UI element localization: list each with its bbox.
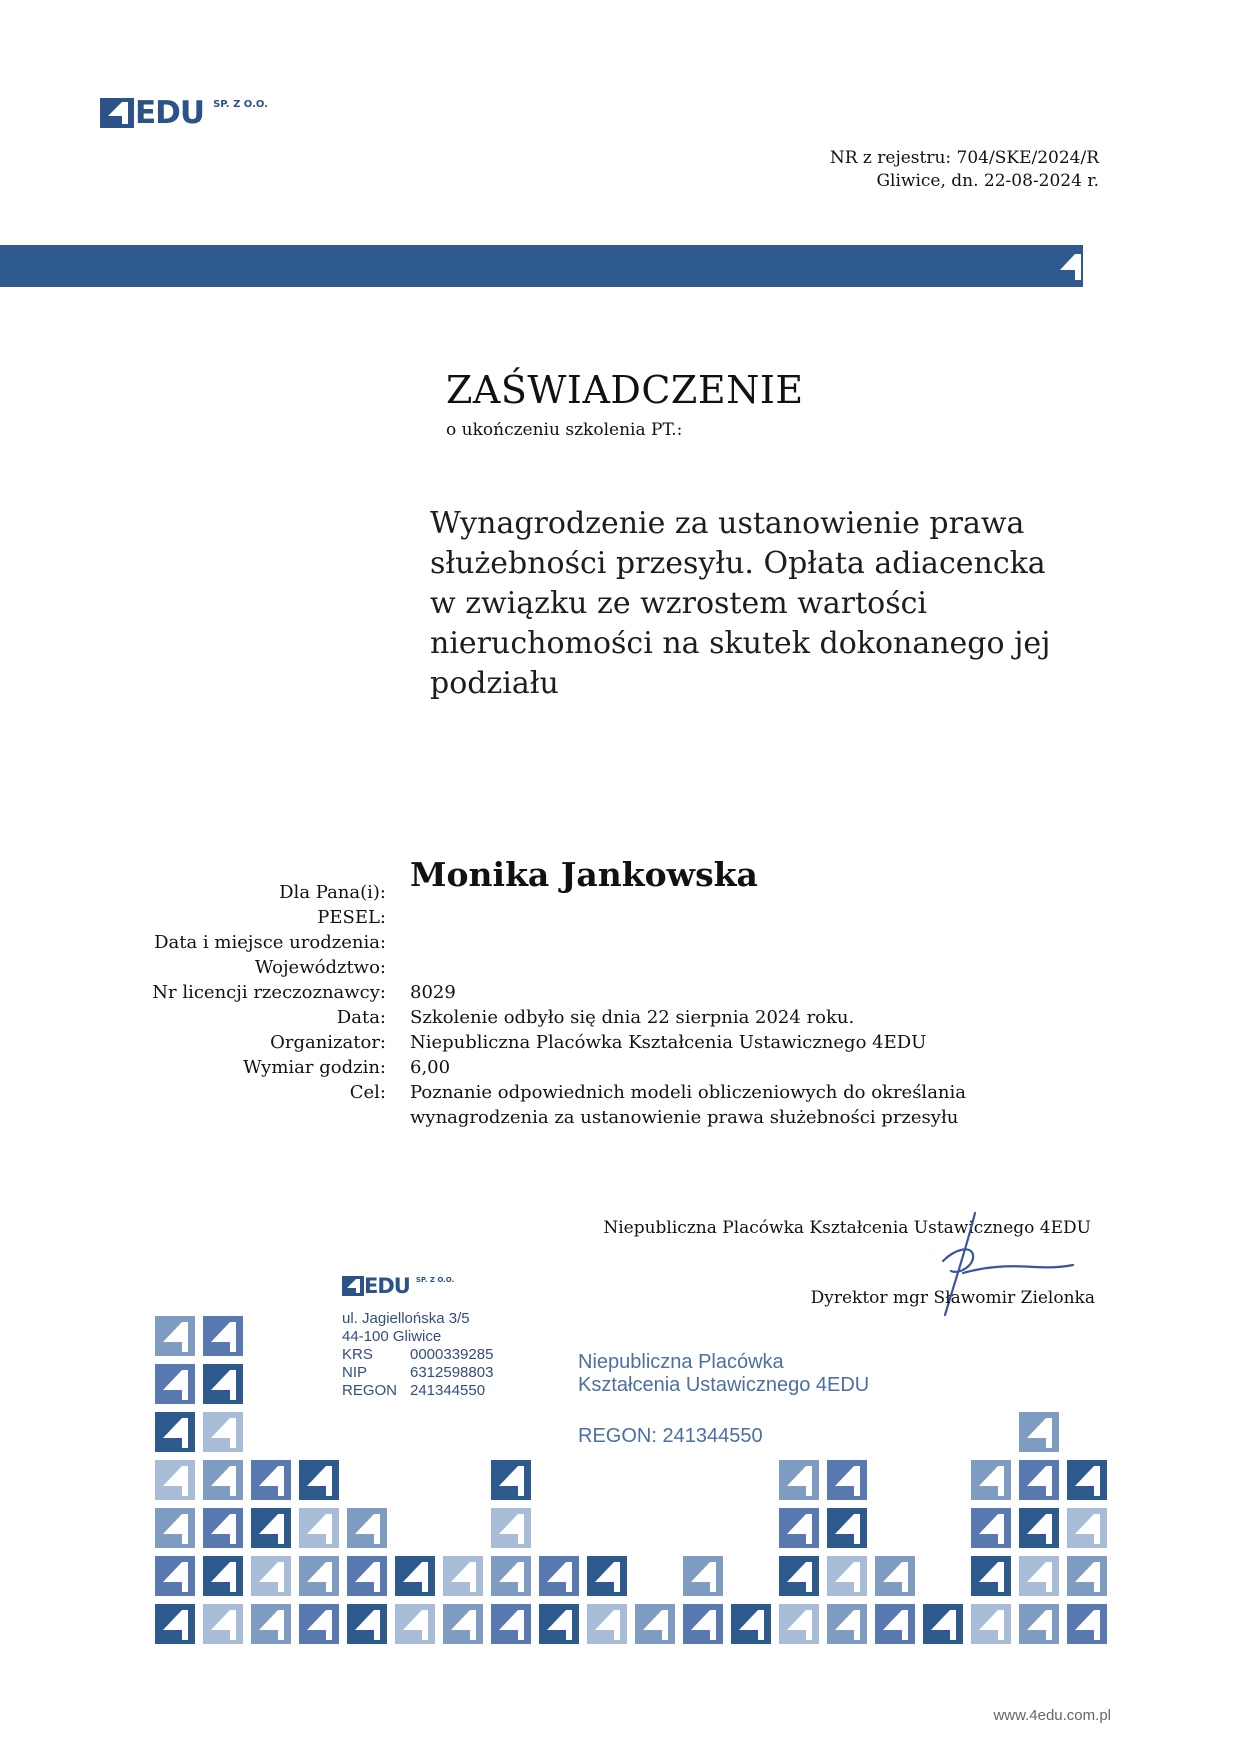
stamp-four-icon — [342, 1276, 364, 1296]
course-line: w związku ze wzrostem wartości — [430, 586, 928, 621]
certificate-subtitle: o ukończeniu szkolenia PT.: — [446, 420, 683, 440]
goal-value-line: wynagrodzenia za ustanowienie prawa służebności przesyłu — [410, 1107, 959, 1128]
organizer-label: Organizator: — [270, 1032, 386, 1053]
pattern-block — [251, 1556, 291, 1596]
pattern-block — [1067, 1460, 1107, 1500]
pattern-block — [539, 1604, 579, 1644]
goal-label: Cel: — [349, 1082, 386, 1103]
registry-block — [830, 147, 1099, 193]
pattern-block — [203, 1604, 243, 1644]
pattern-block — [539, 1556, 579, 1596]
pattern-block — [875, 1604, 915, 1644]
pattern-block — [587, 1604, 627, 1644]
pattern-block — [443, 1556, 483, 1596]
field-values — [410, 880, 1150, 1130]
pattern-block — [395, 1604, 435, 1644]
course-line: Wynagrodzenie za ustanowienie prawa — [430, 506, 1025, 541]
pattern-block — [635, 1604, 675, 1644]
license-value: 8029 — [410, 982, 456, 1003]
pattern-block — [779, 1604, 819, 1644]
pattern-block — [971, 1604, 1011, 1644]
stamp-logo-suffix: SP. Z O.O. — [415, 1276, 455, 1284]
logo-suffix: SP. Z O.O. — [213, 99, 268, 110]
birth-label: Data i miejsce urodzenia: — [154, 932, 386, 953]
four-logo-icon — [100, 98, 134, 128]
pattern-block — [491, 1604, 531, 1644]
pattern-block — [1019, 1508, 1059, 1548]
stamp-street: ul. Jagiellońska 3/5 — [342, 1310, 470, 1327]
director-name: Dyrektor mgr Sławomir Zielonka — [810, 1288, 1095, 1308]
pattern-block — [395, 1556, 435, 1596]
pattern-block — [443, 1604, 483, 1644]
pesel-label: PESEL: — [317, 907, 386, 928]
pattern-block — [203, 1556, 243, 1596]
birth-value — [410, 930, 1150, 955]
pattern-block — [155, 1604, 195, 1644]
krs-value: 0000339285 — [410, 1346, 494, 1363]
pattern-block — [251, 1604, 291, 1644]
four-band-icon — [1058, 252, 1084, 280]
pattern-block — [251, 1508, 291, 1548]
stamp-city: 44-100 Gliwice — [342, 1328, 442, 1345]
pattern-block — [203, 1460, 243, 1500]
company-logo — [100, 95, 268, 131]
pattern-block — [827, 1460, 867, 1500]
pattern-block — [155, 1364, 195, 1404]
course-line: służebności przesyłu. Opłata adiacencka — [430, 546, 1046, 581]
nip-label: NIP — [342, 1364, 368, 1381]
institution-stamp-line: Kształcenia Ustawicznego 4EDU — [578, 1374, 870, 1396]
pesel-value — [410, 905, 1150, 930]
pattern-block — [1067, 1508, 1107, 1548]
field-labels — [100, 880, 386, 1105]
pattern-block — [587, 1556, 627, 1596]
recipient-name: Monika Jankowska — [410, 855, 758, 894]
regon-label: REGON — [342, 1382, 398, 1399]
pattern-block — [203, 1508, 243, 1548]
pattern-block — [1067, 1556, 1107, 1596]
pattern-block — [299, 1604, 339, 1644]
pattern-block — [491, 1460, 531, 1500]
pattern-block — [1019, 1412, 1059, 1452]
pattern-block — [971, 1556, 1011, 1596]
nip-value: 6312598803 — [410, 1364, 494, 1381]
organizer-value: Niepubliczna Placówka Kształcenia Ustawicznego 4EDU — [410, 1032, 927, 1053]
date-label: Data: — [336, 1007, 386, 1028]
pattern-block — [779, 1556, 819, 1596]
pattern-block — [779, 1508, 819, 1548]
pattern-block — [779, 1460, 819, 1500]
pattern-block — [299, 1460, 339, 1500]
pattern-block — [155, 1316, 195, 1356]
pattern-block — [155, 1412, 195, 1452]
course-line: podziału — [430, 666, 559, 701]
license-label: Nr licencji rzeczoznawcy: — [152, 982, 386, 1003]
regon-value: 241344550 — [410, 1382, 486, 1399]
pattern-block — [1067, 1604, 1107, 1644]
institution-stamp-regon: REGON: 241344550 — [578, 1425, 763, 1447]
pattern-block — [1019, 1604, 1059, 1644]
course-line: nieruchomości na skutek dokonanego jej — [430, 626, 1051, 661]
pattern-block — [251, 1460, 291, 1500]
pattern-block — [203, 1412, 243, 1452]
pattern-block — [155, 1508, 195, 1548]
pattern-block — [347, 1508, 387, 1548]
pattern-block — [683, 1604, 723, 1644]
hours-value: 6,00 — [410, 1057, 451, 1078]
certificate-title: ZAŚWIADCZENIE — [446, 368, 804, 412]
pattern-block — [827, 1556, 867, 1596]
name-label: Dla Pana(i): — [279, 882, 386, 903]
pattern-block — [971, 1460, 1011, 1500]
krs-label: KRS — [342, 1346, 373, 1363]
pattern-block — [971, 1508, 1011, 1548]
pattern-block — [1019, 1460, 1059, 1500]
institution-stamp — [578, 1351, 869, 1448]
pattern-block — [203, 1316, 243, 1356]
logo-text: EDU — [135, 95, 205, 131]
pattern-block — [155, 1460, 195, 1500]
course-title — [430, 504, 1130, 704]
pattern-block — [491, 1556, 531, 1596]
pattern-block — [683, 1556, 723, 1596]
stamp-logo — [342, 1276, 682, 1296]
pattern-block — [299, 1508, 339, 1548]
voivodeship-label: Województwo: — [254, 957, 386, 978]
pattern-block — [347, 1604, 387, 1644]
signing-institution: Niepubliczna Placówka Kształcenia Ustawicznego 4EDU — [603, 1218, 1091, 1238]
website-url: www.4edu.com.pl — [993, 1707, 1111, 1724]
registry-number: NR z rejestru: 704/SKE/2024/R — [829, 148, 1099, 168]
hours-label: Wymiar godzin: — [243, 1057, 386, 1078]
place-date: Gliwice, dn. 22-08-2024 r. — [876, 171, 1099, 191]
pattern-block — [491, 1508, 531, 1548]
pattern-block — [875, 1556, 915, 1596]
pattern-block — [827, 1604, 867, 1644]
date-value: Szkolenie odbyło się dnia 22 sierpnia 2024 roku. — [410, 1007, 855, 1028]
pattern-block — [299, 1556, 339, 1596]
voivodeship-value — [410, 955, 1150, 980]
pattern-block — [155, 1556, 195, 1596]
pattern-block — [923, 1604, 963, 1644]
name-spacer — [410, 880, 1150, 905]
pattern-block — [827, 1508, 867, 1548]
pattern-block — [347, 1556, 387, 1596]
pattern-block — [1019, 1556, 1059, 1596]
stamp-logo-text: EDU — [364, 1274, 410, 1298]
pattern-block — [203, 1364, 243, 1404]
goal-value-line: Poznanie odpowiednich modeli obliczeniowych do określania — [410, 1082, 967, 1103]
header-band — [0, 245, 1083, 287]
pattern-block — [731, 1604, 771, 1644]
institution-stamp-line: Niepubliczna Placówka — [578, 1351, 784, 1373]
